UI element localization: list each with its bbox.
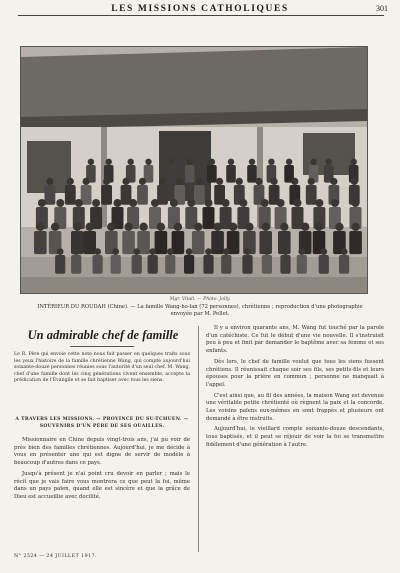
person-head (291, 178, 298, 185)
person-head (83, 178, 90, 185)
person-head (223, 248, 230, 255)
person-head (277, 199, 285, 207)
person-head (122, 178, 129, 185)
person-head (168, 159, 174, 165)
person-head (92, 199, 100, 207)
person-head (67, 178, 74, 185)
person-head (145, 159, 151, 165)
person-head (229, 223, 237, 231)
person-head (236, 178, 243, 185)
person-head (103, 178, 110, 185)
person-head (194, 223, 202, 231)
person-head (128, 159, 134, 165)
person-body (148, 255, 158, 274)
person-head (36, 223, 44, 231)
person-head (38, 199, 46, 207)
person-head (149, 248, 156, 255)
person-head (167, 248, 174, 255)
person-head (139, 178, 146, 185)
person-head (73, 248, 80, 255)
person-body (349, 231, 362, 254)
person-body (203, 207, 215, 229)
person-head (114, 199, 122, 207)
person-head (352, 199, 360, 207)
person-head (255, 178, 262, 185)
paragraph: Aujourd'hui, le vieillard compte soixante-douze descendants, tous baptisés, et il peut se réjouir de voir la foi se transmettre fidèlement d'une génération à l'autre. (206, 426, 384, 448)
issue-footer: N° 2524 — 24 JUILLET 1917. (14, 553, 97, 559)
person-head (330, 178, 337, 185)
person-head (75, 199, 83, 207)
person-body (339, 255, 349, 274)
person-body (192, 231, 205, 254)
person-head (271, 178, 278, 185)
person-head (133, 248, 140, 255)
journal-title: LES MISSIONS CATHOLIQUES (111, 4, 289, 14)
person-head (129, 199, 137, 207)
person-head (86, 223, 94, 231)
person-head (222, 199, 230, 207)
person-head (209, 159, 215, 165)
person-head (187, 199, 195, 207)
person-body (297, 255, 307, 274)
person-head (57, 248, 64, 255)
person-head (151, 199, 159, 207)
paragraph: Il y a environ quarante ans, M. Wang fut touché par la parole d'un catéchiste. Ce fut le début d'une vie nouvelle. Il s'instruisit peu à peu et finit par demander le baptême avec sa femme et ses enfants. (206, 325, 384, 355)
person-head (205, 199, 213, 207)
person-head (107, 223, 115, 231)
person-body (194, 185, 205, 205)
person-body (101, 185, 112, 205)
person-head (301, 223, 309, 231)
person-body (226, 165, 236, 183)
person-head (213, 223, 221, 231)
person-body (34, 231, 47, 254)
right-column (206, 325, 384, 453)
person-head (187, 159, 193, 165)
person-head (239, 199, 247, 207)
person-head (351, 178, 358, 185)
person-head (56, 199, 64, 207)
person-head (249, 159, 255, 165)
person-body (221, 255, 231, 274)
person-body (262, 255, 272, 274)
page-header (0, 0, 400, 18)
person-body (184, 255, 194, 274)
person-head (331, 199, 339, 207)
person-head (106, 159, 112, 165)
person-head (176, 178, 183, 185)
person-body (122, 231, 135, 254)
person-head (294, 199, 302, 207)
person-head (186, 248, 193, 255)
paragraph: C'est ainsi que, au fil des années, la maison Wang est devenue une véritable petite chrétienté où règnent la paix et la concorde. Les voisins païens eux-mêmes en sont frappés et plusieurs ont demandé à être instruits. (206, 392, 384, 422)
family-photograph (20, 46, 368, 294)
title-rule (70, 346, 134, 347)
person-body (93, 255, 103, 274)
photo-caption: INTÉRIEUR DU ROUDAH (Chine). — La famille Wang-ho-lan (72 personnes), chrétienne ; reproduction d'une photographie envoyée par M. Pellet. (37, 304, 363, 317)
person-body (155, 231, 168, 254)
person-body (319, 255, 329, 274)
person-head (315, 199, 323, 207)
person-body (306, 185, 317, 205)
person-head (228, 159, 234, 165)
person-head (244, 248, 251, 255)
paragraph: Jusqu'à présent je n'ai point cru devoir en parler ; mais le récit que je vais faire vous montrera ce que peut la foi, même dans un pays païen, quand elle est sincère et que la grâce de Dieu est accueillie avec docilité. (14, 470, 190, 500)
person-body (242, 255, 252, 274)
person-head (310, 159, 316, 165)
person-body (65, 185, 76, 205)
person-head (46, 178, 53, 185)
person-head (326, 159, 332, 165)
person-head (157, 223, 165, 231)
person-body (165, 255, 175, 274)
person-body (203, 255, 213, 274)
person-body (247, 165, 257, 183)
person-body (71, 255, 81, 274)
person-head (280, 223, 288, 231)
article-intro: Le R. Père qui envoie cette note nous fait passer en quelques traits sous les yeux l'histoire de la famille chrétienne Wang, qui compte aujourd'hui soixante-douze personnes réunies sous l'autorité d'un seul chef. M. Wang, chef d'une famille dont les cinq générations vivent ensemble, accepte la prédication de l'Évangile et se fait baptiser avec tous les siens. (14, 352, 190, 383)
person-head (298, 248, 305, 255)
person-body (45, 185, 56, 205)
person-head (286, 159, 292, 165)
person-body (185, 165, 195, 183)
left-column (14, 437, 190, 505)
person-head (264, 248, 271, 255)
person-head (216, 178, 223, 185)
person-body (280, 255, 290, 274)
person-head (351, 159, 357, 165)
person-head (262, 223, 270, 231)
person-head (124, 223, 132, 231)
article-title: Un admirable chef de famille (27, 328, 179, 342)
person-head (315, 223, 323, 231)
person-head (73, 223, 81, 231)
person-head (94, 248, 101, 255)
person-head (112, 248, 119, 255)
person-head (196, 178, 203, 185)
person-body (207, 165, 217, 183)
paragraph: Dès lors, le chef de famille voulut que tous les siens fussent chrétiens. Il réunissait chaque soir ses fils, ses petits-fils et leurs épouses pour la prière en commun ; personne ne manquait à l'appel. (206, 358, 384, 388)
person-head (335, 223, 343, 231)
photo-credit: Mgr. Vitali. — Photo. Jolly. (169, 297, 231, 302)
section-heading: A TRAVERS LES MISSIONS. — PROVINCE DU SU-TCHUEN. — SOUVENIRS D'UN PÈRE DE SES OUAILLES. (15, 417, 189, 429)
person-body (111, 255, 121, 274)
person-head (159, 178, 166, 185)
person-head (268, 159, 274, 165)
person-head (245, 223, 253, 231)
person-body (55, 255, 65, 274)
person-head (282, 248, 289, 255)
person-head (261, 199, 269, 207)
person-body (137, 185, 148, 205)
paragraph: Missionnaire en Chine depuis vingt-trois ans, j'ai pu voir de près bien des familles chrétiennes. Aujourd'hui, je me décide à vous en présenter une qui est digne de servir de modèle à beaucoup d'autres dans ce pays. (14, 437, 190, 467)
foreground-steps (21, 277, 368, 294)
person-head (139, 223, 147, 231)
person-head (341, 248, 348, 255)
person-head (170, 199, 178, 207)
column-separator (198, 326, 199, 552)
person-head (205, 248, 212, 255)
person-head (51, 223, 59, 231)
person-body (211, 231, 224, 254)
header-rule (18, 15, 384, 16)
page-number: 301 (376, 4, 388, 13)
person-head (88, 159, 94, 165)
photograph-drawing (21, 47, 368, 294)
person-head (351, 223, 359, 231)
person-body (83, 231, 96, 254)
person-head (320, 248, 327, 255)
person-body (132, 255, 142, 274)
person-head (308, 178, 315, 185)
person-body (167, 165, 177, 183)
person-head (174, 223, 182, 231)
